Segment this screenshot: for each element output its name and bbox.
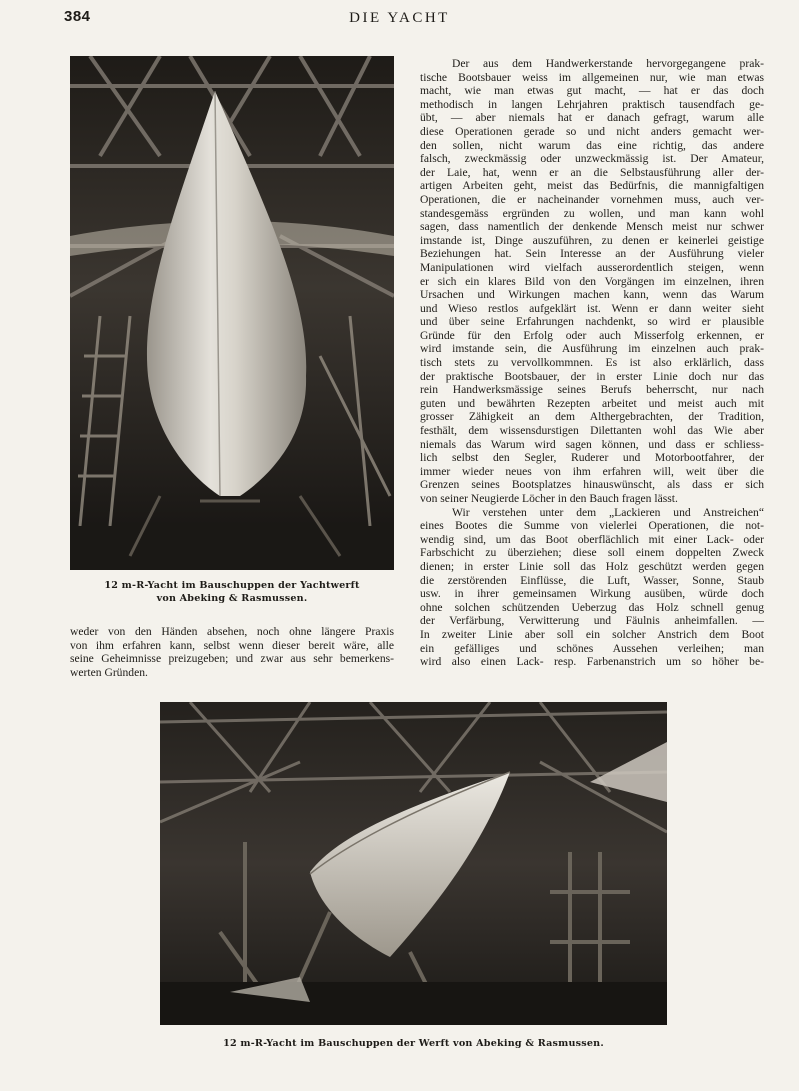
paragraph-line: standesgemäss ergründen zu wollen, und man kann wohl	[420, 206, 764, 220]
paragraph-line: Grenzen seines Bootsplatzes hinauswünscht, als dass er sich	[420, 478, 764, 492]
paragraph-line: ein gefälliges und schönes Aussehen verleihen; man	[420, 641, 764, 655]
paragraph-line: der Verfärbung, Verwitterung und Fäulnis anheimfallen. —	[420, 614, 764, 628]
paragraph-line: werten Gründen.	[70, 665, 148, 679]
paragraph-line: wendig sind, um das Boot oberflächlich mit einer Lack- oder	[420, 532, 764, 546]
paragraph-line: dienen; in erster Linie soll das Holz geschützt werden gegen	[420, 559, 764, 573]
paragraph-line: Wir verstehen unter dem „Lackieren und Anstreichen“	[452, 505, 764, 519]
paragraph-line: tische Bootsbauer weiss im allgemeinen nur, wie man etwas	[420, 70, 764, 84]
top-photo-caption	[70, 579, 394, 605]
paragraph-line: tisch stets zu vervollkommnen. Es ist also erklärlich, dass	[420, 356, 764, 370]
paragraph-line: der praktische Bootsbauer, der in erster Linie doch nur das	[420, 369, 764, 383]
paragraph-line: der Laie, hat, wenn er an die Selbstausführung aller der-	[420, 165, 764, 179]
paragraph-line: niemals das Warum wird sagen können, und dass er schliess-	[420, 437, 764, 451]
paragraph-line: methodisch in langen Lehrjahren praktisch tausendfach ge-	[420, 97, 764, 111]
paragraph-line: wird also einen Lack- resp. Farbenanstrich um so höher be-	[420, 655, 764, 669]
paragraph-line: wird imstande sein, die Ausführung im einzelnen auch prak-	[420, 342, 764, 356]
caption-line: 12 m-R-Yacht im Bauschuppen der Yachtwerft	[104, 580, 360, 591]
paragraph-line: ohne solchen schützenden Ueberzug das Holz schnell genug	[420, 600, 764, 614]
yacht-hull-photo-side	[160, 702, 667, 1025]
paragraph-line: Beziehungen hat. Sein Interesse an der Ausführung vieler	[420, 247, 764, 261]
paragraph-line: imstande ist, Dinge auszuführen, zu denen er keinerlei geistige	[420, 233, 764, 247]
caption-line: von Abeking & Rasmussen.	[156, 593, 308, 604]
paragraph-line: er sich ein klares Bild von den Vorgängen im einzelnen, ihren	[420, 274, 764, 288]
left-text-column	[70, 625, 394, 679]
paragraph-line: artigen Arbeiten geht, meist das Bedürfnis, die mannigfaltigen	[420, 179, 764, 193]
paragraph-line: die zerstörenden Einflüsse, die Luft, Wasser, Sonne, Staub	[420, 573, 764, 587]
right-text-column	[420, 57, 764, 669]
paragraph-line: eines Bootes die Summe von vielerlei Operationen, die not-	[420, 519, 764, 533]
paragraph-line: Farbschicht zu überziehen; diese soll einem doppelten Zweck	[420, 546, 764, 560]
bottom-photo-caption: 12 m-R-Yacht im Bauschuppen der Werft von Abeking & Rasmussen.	[223, 1038, 604, 1049]
paragraph-line: von ihm erfahren kann, selbst wenn dieser bereit wäre, alle	[70, 638, 394, 652]
yacht-hull-photo-front	[70, 56, 394, 570]
paragraph-line: Gründe für den Erfolg oder auch Misserfolg erkennen, er	[420, 328, 764, 342]
paragraph-line: von seiner Neugierde Löcher in den Bauch fragen lässt.	[420, 492, 678, 505]
paragraph-line: Operationen, die er nacheinander vornehmen muss, auch ver-	[420, 192, 764, 206]
paragraph-line: rein Handwerksmässige seines Berufs beherrscht, nur nach	[420, 383, 764, 397]
paragraph-line: grosser Zähigkeit an dem Althergebrachten, der Tradition,	[420, 410, 764, 424]
paragraph-line: In zweiter Linie aber soll ein solcher Anstrich dem Boot	[420, 627, 764, 641]
paragraph-line: immer wieder neues von ihm erfahren will, weit über die	[420, 464, 764, 478]
paragraph-line: Ursachen und Wirkungen machen kann, wenn das Warum	[420, 288, 764, 302]
paragraph-line: den sollen, nicht warum das eine richtig, das andere	[420, 138, 764, 152]
page-number: 384	[64, 8, 91, 25]
paragraph-line: und über seine Erfahrungen nachdenkt, so wird er plausible	[420, 315, 764, 329]
paragraph-line: diese Operationen gerade so und nicht anders gemacht wer-	[420, 124, 764, 138]
paragraph-line: festhält, dem wissensdurstigen Dilettanten wohl das Wie aber	[420, 424, 764, 438]
paragraph-line: übt, — aber niemals hat er danach gefragt, warum alle	[420, 111, 764, 125]
paragraph-line: seine Geheimnisse preizugeben; und zwar aus sehr bemerkens-	[70, 652, 394, 666]
paragraph-line: macht, wie man etwas gut macht, — hat er das doch	[420, 84, 764, 98]
paragraph-line: falsch, zweckmässig oder unzweckmässig ist. Der Amateur,	[420, 152, 764, 166]
paragraph-line: Manipulationen wird vielfach ausserordentlich steigen, wenn	[420, 260, 764, 274]
paragraph-line: guten und bewährten Rezepten arbeitet und meist auch mit	[420, 396, 764, 410]
paragraph-line: lich selbst den Segler, Ruderer und Motorbootfahrer, der	[420, 451, 764, 465]
paragraph-line: usw. in ihrer gemeinsamen Wirkung ausüben, würde doch	[420, 587, 764, 601]
running-title: DIE YACHT	[349, 10, 450, 26]
paragraph-line: und Wieso restlos aufgeklärt ist. Wenn er dann weiter sieht	[420, 301, 764, 315]
paragraph-line: Der aus dem Handwerkerstande hervorgegangene prak-	[452, 57, 764, 70]
paragraph-line: weder von den Händen absehen, noch ohne längere Praxis	[70, 625, 394, 638]
paragraph-line: sagen, dass namentlich der denkende Mensch meist nur schwer	[420, 220, 764, 234]
